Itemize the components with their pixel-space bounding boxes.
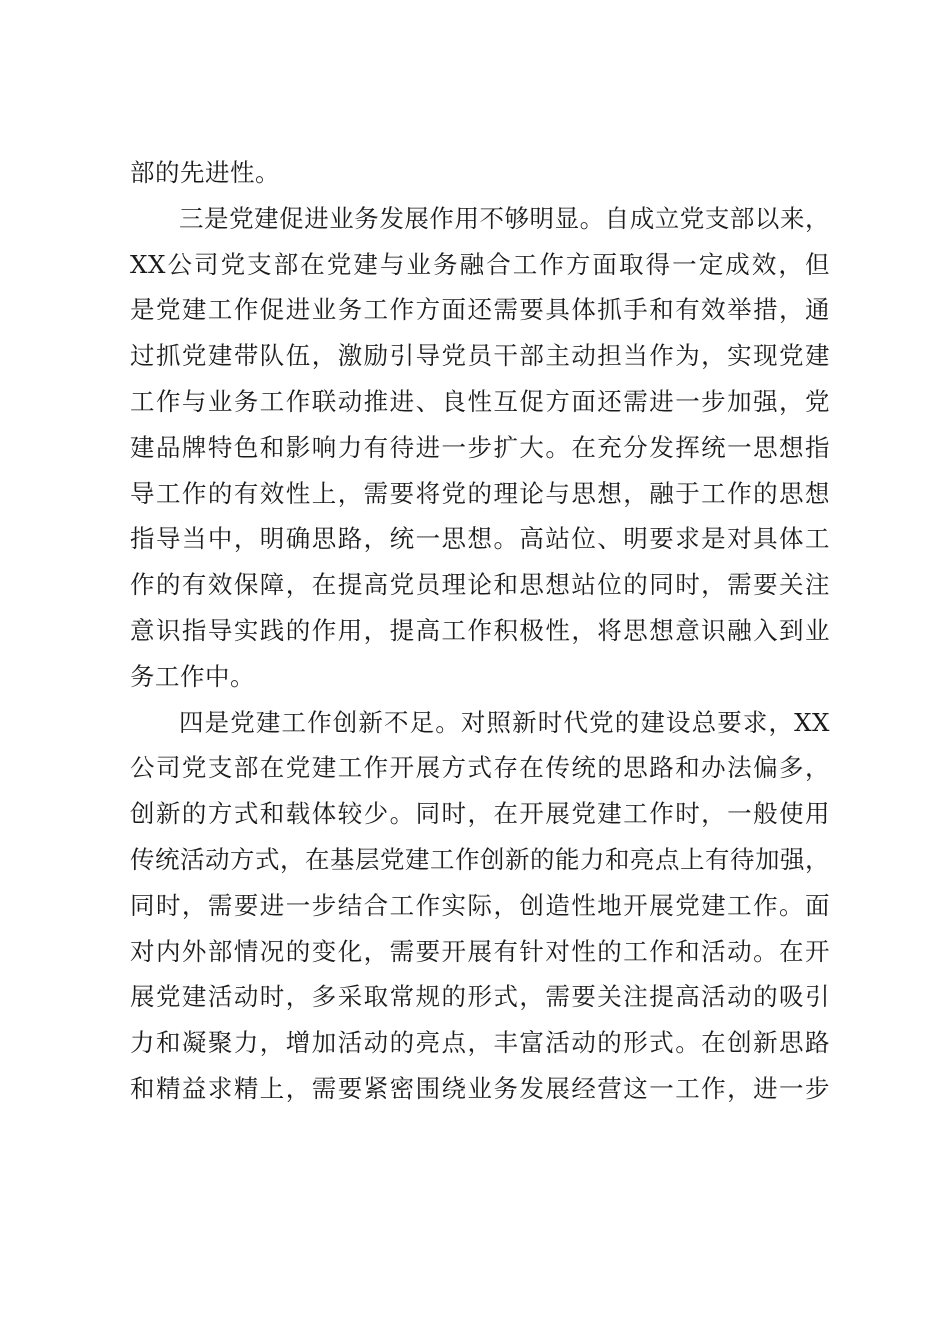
text-line: 指导当中，明确思路，统一思想。高站位、明要求是对具体工 (130, 524, 830, 554)
text-line: 同时，需要进一步结合工作实际，创造性地开展党建工作。面 (130, 890, 830, 920)
text-line: 创新的方式和载体较少。同时，在开展党建工作时，一般使用 (130, 799, 830, 829)
text-line: 导工作的有效性上，需要将党的理论与思想，融于工作的思想 (130, 478, 830, 508)
text-line: 部的先进性。 (130, 158, 280, 187)
text-line: 对内外部情况的变化，需要开展有针对性的工作和活动。在开 (130, 936, 830, 966)
text-line: 展党建活动时，多采取常规的形式，需要关注提高活动的吸引 (130, 982, 830, 1012)
text-line: 三是党建促进业务发展作用不够明显。自成立党支部以来， (179, 203, 830, 233)
paragraph-point-four (130, 700, 830, 1112)
text-line: 公司党支部在党建工作开展方式存在传统的思路和办法偏多， (130, 753, 830, 783)
text-line: 是党建工作促进业务工作方面还需要具体抓手和有效举措，通 (130, 295, 830, 325)
text-line: 和精益求精上，需要紧密围绕业务发展经营这一工作，进一步 (130, 1073, 830, 1103)
paragraph-point-three (130, 196, 830, 700)
document-body (130, 150, 830, 1112)
text-line: 传统活动方式，在基层党建工作创新的能力和亮点上有待加强， (130, 844, 830, 874)
text-line: XX公司党支部在党建与业务融合工作方面取得一定成效，但 (130, 249, 830, 279)
text-line: 四是党建工作创新不足。对照新时代党的建设总要求，XX (179, 707, 830, 737)
text-line: 意识指导实践的作用，提高工作积极性，将思想意识融入到业 (130, 615, 830, 645)
text-line: 务工作中。 (130, 661, 255, 691)
paragraph-continuation (130, 150, 830, 196)
text-line: 过抓党建带队伍，激励引导党员干部主动担当作为，实现党建 (130, 341, 830, 371)
text-line: 建品牌特色和影响力有待进一步扩大。在充分发挥统一思想指 (130, 432, 830, 462)
text-line: 力和凝聚力，增加活动的亮点，丰富活动的形式。在创新思路 (130, 1028, 830, 1058)
text-line: 工作与业务工作联动推进、良性互促方面还需进一步加强，党 (130, 386, 830, 416)
text-line: 作的有效保障，在提高党员理论和思想站位的同时，需要关注 (130, 570, 830, 600)
